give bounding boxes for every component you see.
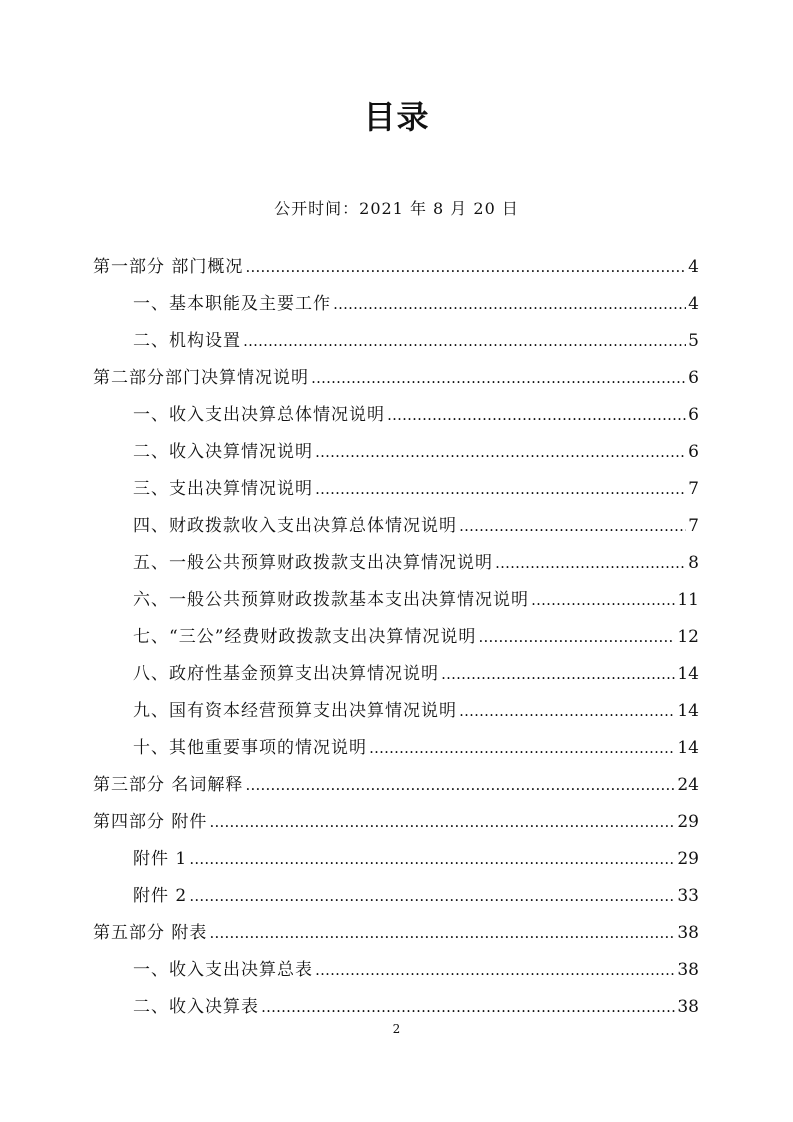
- toc-entry-label: 二、收入决算情况说明: [133, 442, 313, 462]
- toc-entry-page: 14: [677, 738, 699, 758]
- toc-entry-label: 一、收入支出决算总表: [133, 960, 313, 980]
- toc-leader-dots: [245, 258, 686, 276]
- toc-leader-dots: [387, 406, 686, 424]
- toc-entry-page: 38: [677, 960, 699, 980]
- table-of-contents: [93, 252, 699, 1029]
- toc-entry-label: 六、一般公共预算财政拨款基本支出决算情况说明: [133, 590, 529, 610]
- toc-entry-4-1[interactable]: [93, 844, 699, 881]
- toc-entry-label: 二、收入决算表: [133, 997, 259, 1017]
- toc-entry-5-1[interactable]: [93, 955, 699, 992]
- toc-entry-2-9[interactable]: [93, 696, 699, 733]
- toc-leader-dots: [315, 443, 686, 461]
- toc-entry-label: 附件 1: [133, 849, 188, 869]
- toc-entry-2-6[interactable]: [93, 585, 699, 622]
- toc-entry-4-2[interactable]: [93, 881, 699, 918]
- toc-entry-page: 11: [677, 590, 699, 610]
- toc-entry-label: 七、“三公”经费财政拨款支出决算情况说明: [133, 627, 477, 647]
- toc-entry-label: 一、基本职能及主要工作: [133, 294, 331, 314]
- toc-entry-1-1[interactable]: [93, 289, 699, 326]
- toc-entry-label: 附件 2: [133, 886, 188, 906]
- toc-leader-dots: [459, 517, 686, 535]
- toc-leader-dots: [495, 554, 686, 572]
- toc-leader-dots: [311, 369, 686, 387]
- toc-leader-dots: [209, 924, 675, 942]
- toc-entry-2-10[interactable]: [93, 733, 699, 770]
- toc-entry-page: 6: [688, 405, 699, 425]
- toc-entry-label: 第五部分 附表: [93, 923, 208, 943]
- toc-leader-dots: [531, 591, 675, 609]
- toc-entry-part-3[interactable]: [93, 770, 699, 807]
- toc-entry-label: 三、支出决算情况说明: [133, 479, 313, 499]
- toc-entry-label: 五、一般公共预算财政拨款支出决算情况说明: [133, 553, 493, 573]
- publish-date: 公开时间：2021 年 8 月 20 日: [274, 199, 519, 218]
- toc-entry-page: 24: [677, 775, 699, 795]
- toc-entry-label: 四、财政拨款收入支出决算总体情况说明: [133, 516, 457, 536]
- toc-entry-label: 第三部分 名词解释: [93, 775, 244, 795]
- toc-leader-dots: [369, 739, 675, 757]
- toc-entry-part-5[interactable]: [93, 918, 699, 955]
- toc-entry-2-5[interactable]: [93, 548, 699, 585]
- toc-entry-label: 十、其他重要事项的情况说明: [133, 738, 367, 758]
- toc-entry-label: 第四部分 附件: [93, 812, 208, 832]
- toc-leader-dots: [441, 665, 675, 683]
- toc-entry-label: 二、机构设置: [133, 331, 241, 351]
- toc-entry-page: 14: [677, 664, 699, 684]
- toc-entry-2-3[interactable]: [93, 474, 699, 511]
- toc-entry-2-1[interactable]: [93, 400, 699, 437]
- page-title: 目录: [363, 98, 430, 136]
- toc-entry-2-2[interactable]: [93, 437, 699, 474]
- toc-leader-dots: [333, 295, 686, 313]
- toc-entry-2-8[interactable]: [93, 659, 699, 696]
- toc-leader-dots: [315, 961, 675, 979]
- toc-entry-page: 29: [677, 812, 699, 832]
- toc-leader-dots: [245, 776, 675, 794]
- page-number: 2: [392, 1022, 401, 1036]
- toc-entry-label: 一、收入支出决算总体情况说明: [133, 405, 385, 425]
- toc-entry-page: 5: [688, 331, 699, 351]
- toc-leader-dots: [478, 628, 675, 646]
- toc-entry-page: 4: [688, 294, 699, 314]
- toc-entry-label: 第一部分 部门概况: [93, 257, 244, 277]
- toc-entry-2-4[interactable]: [93, 511, 699, 548]
- toc-entry-label: 九、国有资本经营预算支出决算情况说明: [133, 701, 457, 721]
- toc-entry-page: 8: [688, 553, 699, 573]
- toc-leader-dots: [459, 702, 675, 720]
- toc-leader-dots: [209, 813, 675, 831]
- toc-leader-dots: [243, 332, 686, 350]
- toc-entry-page: 29: [677, 849, 699, 869]
- toc-leader-dots: [189, 850, 675, 868]
- toc-entry-part-2[interactable]: [93, 363, 699, 400]
- toc-entry-label: 八、政府性基金预算支出决算情况说明: [133, 664, 439, 684]
- toc-entry-page: 14: [677, 701, 699, 721]
- toc-entry-page: 7: [688, 479, 699, 499]
- toc-entry-page: 38: [677, 997, 699, 1017]
- toc-entry-part-1[interactable]: [93, 252, 699, 289]
- toc-entry-page: 7: [688, 516, 699, 536]
- toc-entry-page: 12: [677, 627, 699, 647]
- toc-leader-dots: [189, 887, 675, 905]
- toc-entry-page: 6: [688, 368, 699, 388]
- toc-entry-label: 第二部分部门决算情况说明: [93, 368, 309, 388]
- toc-entry-page: 6: [688, 442, 699, 462]
- toc-entry-part-4[interactable]: [93, 807, 699, 844]
- toc-entry-2-7[interactable]: [93, 622, 699, 659]
- toc-leader-dots: [261, 998, 675, 1016]
- toc-entry-1-2[interactable]: [93, 326, 699, 363]
- toc-entry-page: 4: [688, 257, 699, 277]
- toc-leader-dots: [315, 480, 686, 498]
- toc-entry-page: 33: [677, 886, 699, 906]
- toc-entry-page: 38: [677, 923, 699, 943]
